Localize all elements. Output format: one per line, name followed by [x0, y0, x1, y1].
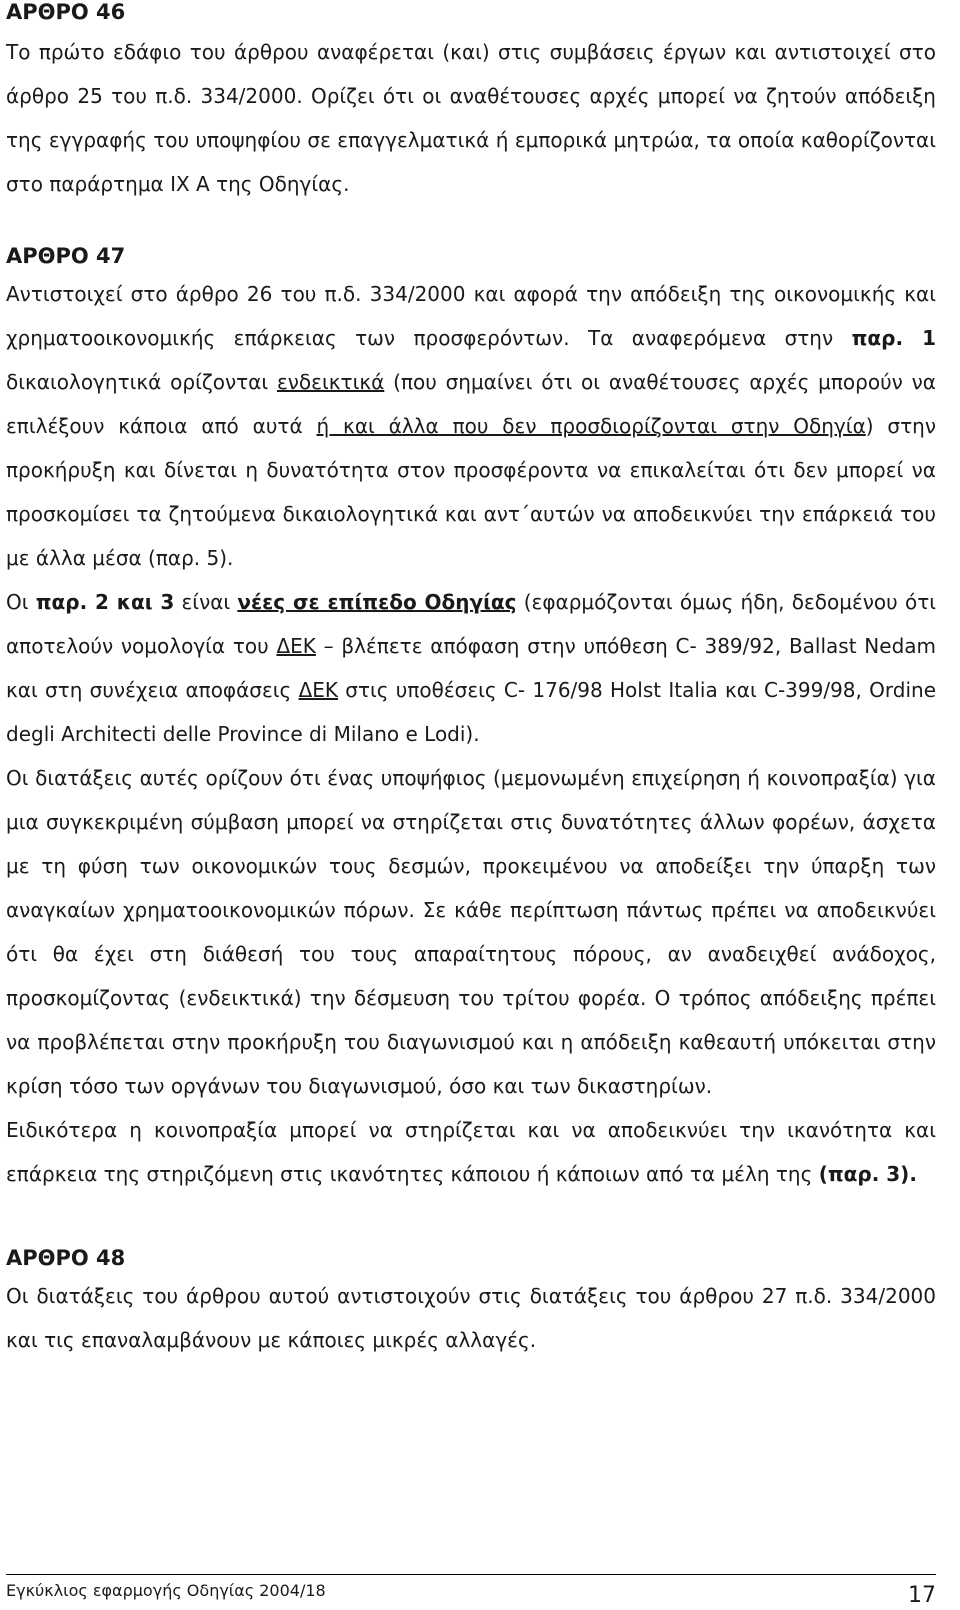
article-47-heading: ΑΡΘΡΟ 47: [6, 244, 126, 268]
article-47: [6, 244, 936, 1196]
underlined-run: ή και άλλα που δεν προσδιορίζονται στην Οδηγία: [316, 414, 866, 438]
bold-run: (παρ. 3).: [818, 1162, 917, 1186]
page-number: 17: [908, 1583, 936, 1608]
text-run: – βλέπετε απόφαση στην υπόθεση C- 389/92, Ballast Nedam και στη συνέχεια αποφάσεις: [6, 634, 936, 702]
article-47-paragraph-4: [6, 1108, 936, 1196]
text-run: Αντιστοιχεί στο άρθρο 26 του π.δ. 334/2000 και αφορά την απόδειξη της οικονομικής και χρηματοοικονομικής επάρκειας των προσφερόντων. Τα αναφερόμενα στην: [6, 282, 936, 350]
document-page: [6, 0, 936, 1362]
article-46-text: Το πρώτο εδάφιο του άρθρου αναφέρεται (και) στις συμβάσεις έργων και αντιστοιχεί στο άρθρο 25 του π.δ. 334/2000. Ορίζει ότι οι αναθέτουσες αρχές μπορεί να ζητούν απόδειξη της εγγραφής του υποψηφίου σε επαγγελματικά ή εμπορικά μητρώα, τα οποία καθορίζονται στο παράρτημα IX Α της Οδηγίας.: [6, 40, 936, 196]
underlined-run: ενδεικτικά: [276, 370, 385, 394]
text-run: (που σημαίνει ότι οι αναθέτουσες αρχές μπορούν να επιλέξουν κάποια από αυτά: [6, 370, 936, 438]
text-run: Ειδικότερα η κοινοπραξία μπορεί να στηρίζεται και να αποδεικνύει την ικανότητα και επάρκεια της στηριζόμενη στις ικανότητες κάποιου ή κάποιων από τα μέλη της: [6, 1118, 936, 1186]
text-run: στις υποθέσεις C- 176/98 Holst Italia και C-399/98, Ordine degli Architecti delle Province di Milano e Lodi).: [6, 678, 936, 746]
underlined-run: ΔΕΚ: [276, 634, 316, 658]
bold-run: παρ. 2 και 3: [35, 590, 175, 614]
article-46-heading: ΑΡΘΡΟ 46: [6, 0, 126, 24]
article-46: [6, 0, 936, 206]
text-run: Οι: [6, 590, 36, 614]
article-48-heading: ΑΡΘΡΟ 48: [6, 1246, 126, 1270]
page-footer: [6, 1574, 936, 1610]
footer-document-title: Εγκύκλιος εφαρμογής Οδηγίας 2004/18: [6, 1581, 326, 1600]
bold-run: παρ. 1: [851, 326, 936, 350]
text-run: (εφαρμόζονται όμως ήδη, δεδομένου ότι αποτελούν νομολογία του: [6, 590, 937, 658]
underlined-run: ΔΕΚ: [298, 678, 339, 702]
text-run: ) στην προκήρυξη και δίνεται η δυνατότητα στον προσφέροντα να επικαλείται ότι δεν μπορεί να προσκομίσει τα ζητούμενα δικαιολογητικά και αντ΄αυτών να αποδεικνύει την επάρκειά του με άλλα μέσα (παρ. 5).: [6, 414, 936, 570]
article-47-paragraph-2: [6, 580, 936, 756]
article-47-paragraph-1: [6, 272, 936, 580]
article-48-text: Οι διατάξεις του άρθρου αυτού αντιστοιχούν στις διατάξεις του άρθρου 27 π.δ. 334/2000 και τις επαναλαμβάνουν με κάποιες μικρές αλλαγές.: [6, 1284, 936, 1352]
bold-underlined-run: νέες σε επίπεδο Οδηγίας: [237, 590, 517, 614]
article-48: [6, 1246, 936, 1362]
article-47-paragraph-3: Οι διατάξεις αυτές ορίζουν ότι ένας υποψήφιος (μεμονωμένη επιχείρηση ή κοινοπραξία) για μια συγκεκριμένη σύμβαση μπορεί να στηρίζεται στις δυνατότητες άλλων φορέων, άσχετα με τη φύση των οικονομικών τους δεσμών, προκειμένου να αποδείξει την ύπαρξη των αναγκαίων χρηματοοικονομικών πόρων. Σε κάθε περίπτωση πάντως πρέπει να αποδεικνύει ότι θα έχει στη διάθεσή του τους απαραίτητους πόρους, αν αναδειχθεί ανάδοχος, προσκομίζοντας (ενδεικτικά) την δέσμευση του τρίτου φορέα. Ο τρόπος απόδειξης πρέπει να προβλέπεται στην προκήρυξη του διαγωνισμού και η απόδειξη καθεαυτή υπόκειται στην κρίση τόσο των οργάνων του διαγωνισμού, όσο και των δικαστηρίων.: [6, 766, 936, 1098]
text-run: δικαιολογητικά ορίζονται: [6, 370, 277, 394]
text-run: είναι: [174, 590, 238, 614]
